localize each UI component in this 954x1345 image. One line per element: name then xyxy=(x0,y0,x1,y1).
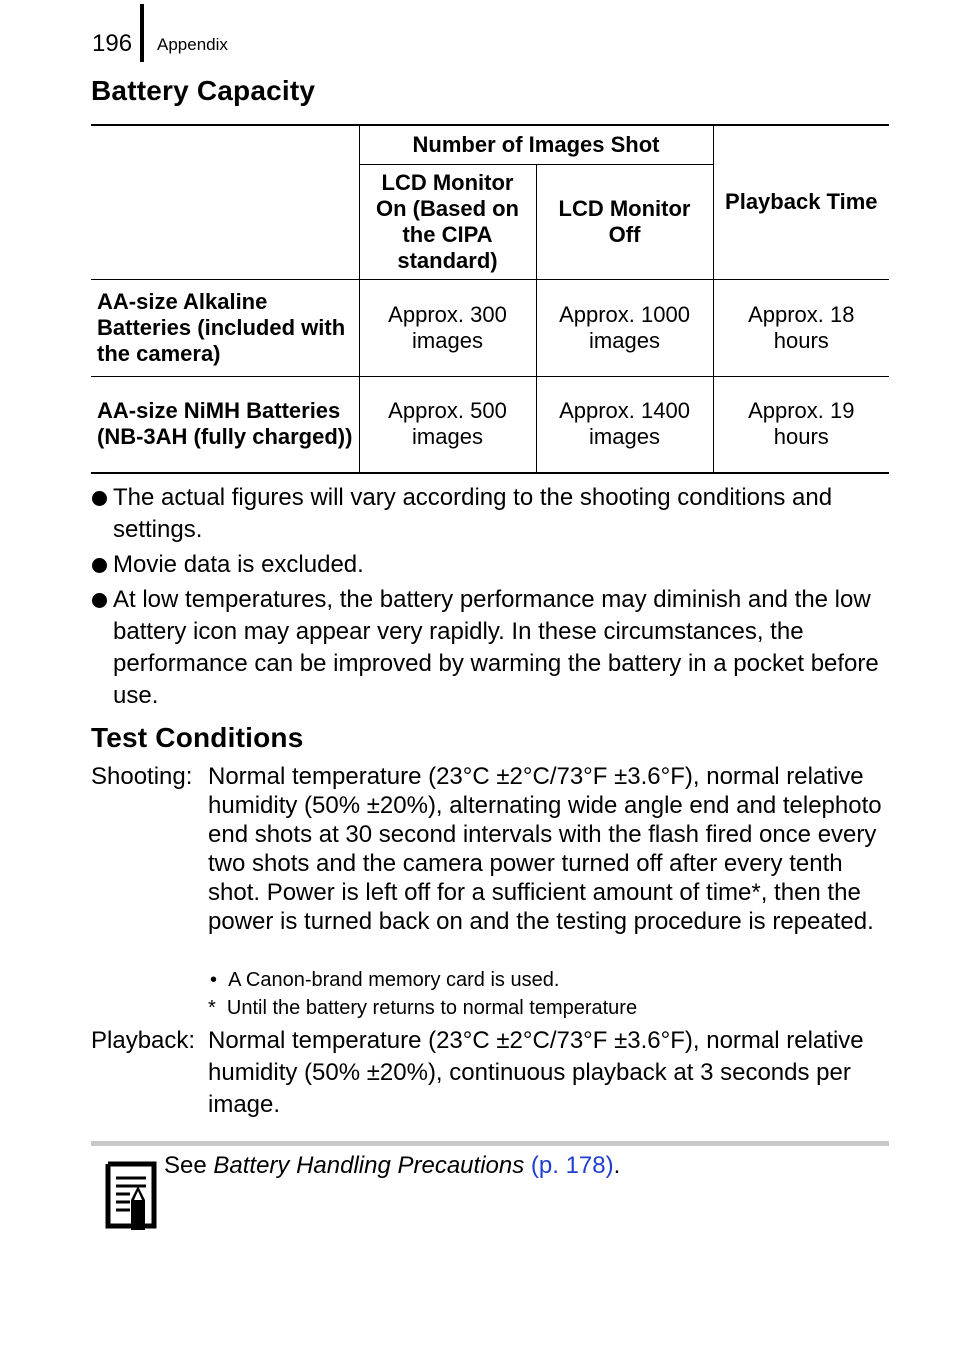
shooting-condition xyxy=(91,762,891,936)
section-label: Appendix xyxy=(157,35,228,54)
memo-page-link[interactable]: (p. 178) xyxy=(530,1152,614,1179)
header-lcd-monitor-on: LCD Monitor On (Based on the CIPA standard) xyxy=(359,164,536,279)
page-number: 196 xyxy=(92,30,133,57)
memory-card-note: • A Canon-brand memory card is used. xyxy=(210,969,560,991)
memo-reference-title: Battery Handling Precautions xyxy=(213,1152,525,1179)
header-lcd-monitor-off: LCD Monitor Off xyxy=(536,164,713,279)
shooting-text: Normal temperature (23°C ±2°C/73°F ±3.6°F), normal relative humidity (50% ±20%), alternating wide angle end and telephoto end shots at 30 second intervals with the flash fired once every two shots and the camera power turned off after every tenth shot. Power is left off for a sufficient amount of time*, then the power is turned back on and the testing procedure is repeated. xyxy=(208,763,882,935)
notes-list xyxy=(91,482,891,715)
list-item: The actual figures will vary according to the shooting conditions and settings. xyxy=(91,482,891,546)
battery-capacity-heading: Battery Capacity xyxy=(91,75,316,106)
row-head-alkaline: AA-size Alkaline Batteries (included with the camera) xyxy=(91,279,359,376)
test-conditions-heading: Test Conditions xyxy=(91,722,304,753)
cell-alkaline-lcd-on: Approx. 300 images xyxy=(359,279,536,376)
table-row xyxy=(91,376,889,473)
shooting-label: Shooting: xyxy=(91,763,193,790)
cell-nimh-lcd-off: Approx. 1400 images xyxy=(536,376,713,473)
list-item: Movie data is excluded. xyxy=(91,549,891,581)
row-head-nimh: AA-size NiMH Batteries (NB-3AH (fully charged)) xyxy=(91,376,359,473)
header-rule xyxy=(140,4,144,62)
header-playback-time: Playback Time xyxy=(713,125,889,279)
asterisk-note: * Until the battery returns to normal temperature xyxy=(208,997,638,1019)
table-row xyxy=(91,279,889,376)
list-item: At low temperatures, the battery performance may diminish and the low battery icon may appear very rapidly. In these circumstances, the performance can be improved by warming the battery in a pocket before use. xyxy=(91,584,891,712)
playback-text: Normal temperature (23°C ±2°C/73°F ±3.6°F), normal relative humidity (50% ±20%), continuous playback at 3 seconds per image. xyxy=(208,1027,864,1118)
memo-icon xyxy=(104,1160,160,1232)
playback-condition xyxy=(91,1025,891,1121)
cell-alkaline-lcd-off: Approx. 1000 images xyxy=(536,279,713,376)
playback-label: Playback: xyxy=(91,1027,196,1054)
memo-text: See Battery Handling Precautions (p. 178). xyxy=(164,1152,621,1179)
bullet-icon xyxy=(92,593,107,608)
memo-divider xyxy=(91,1141,889,1146)
cell-alkaline-playback: Approx. 18 hours xyxy=(713,279,889,376)
bullet-icon xyxy=(92,558,107,573)
battery-capacity-table xyxy=(91,124,889,474)
bullet-icon xyxy=(92,491,107,506)
cell-nimh-playback: Approx. 19 hours xyxy=(713,376,889,473)
header-number-of-images-shot: Number of Images Shot xyxy=(359,125,713,164)
cell-nimh-lcd-on: Approx. 500 images xyxy=(359,376,536,473)
table-corner-cell xyxy=(91,125,359,279)
